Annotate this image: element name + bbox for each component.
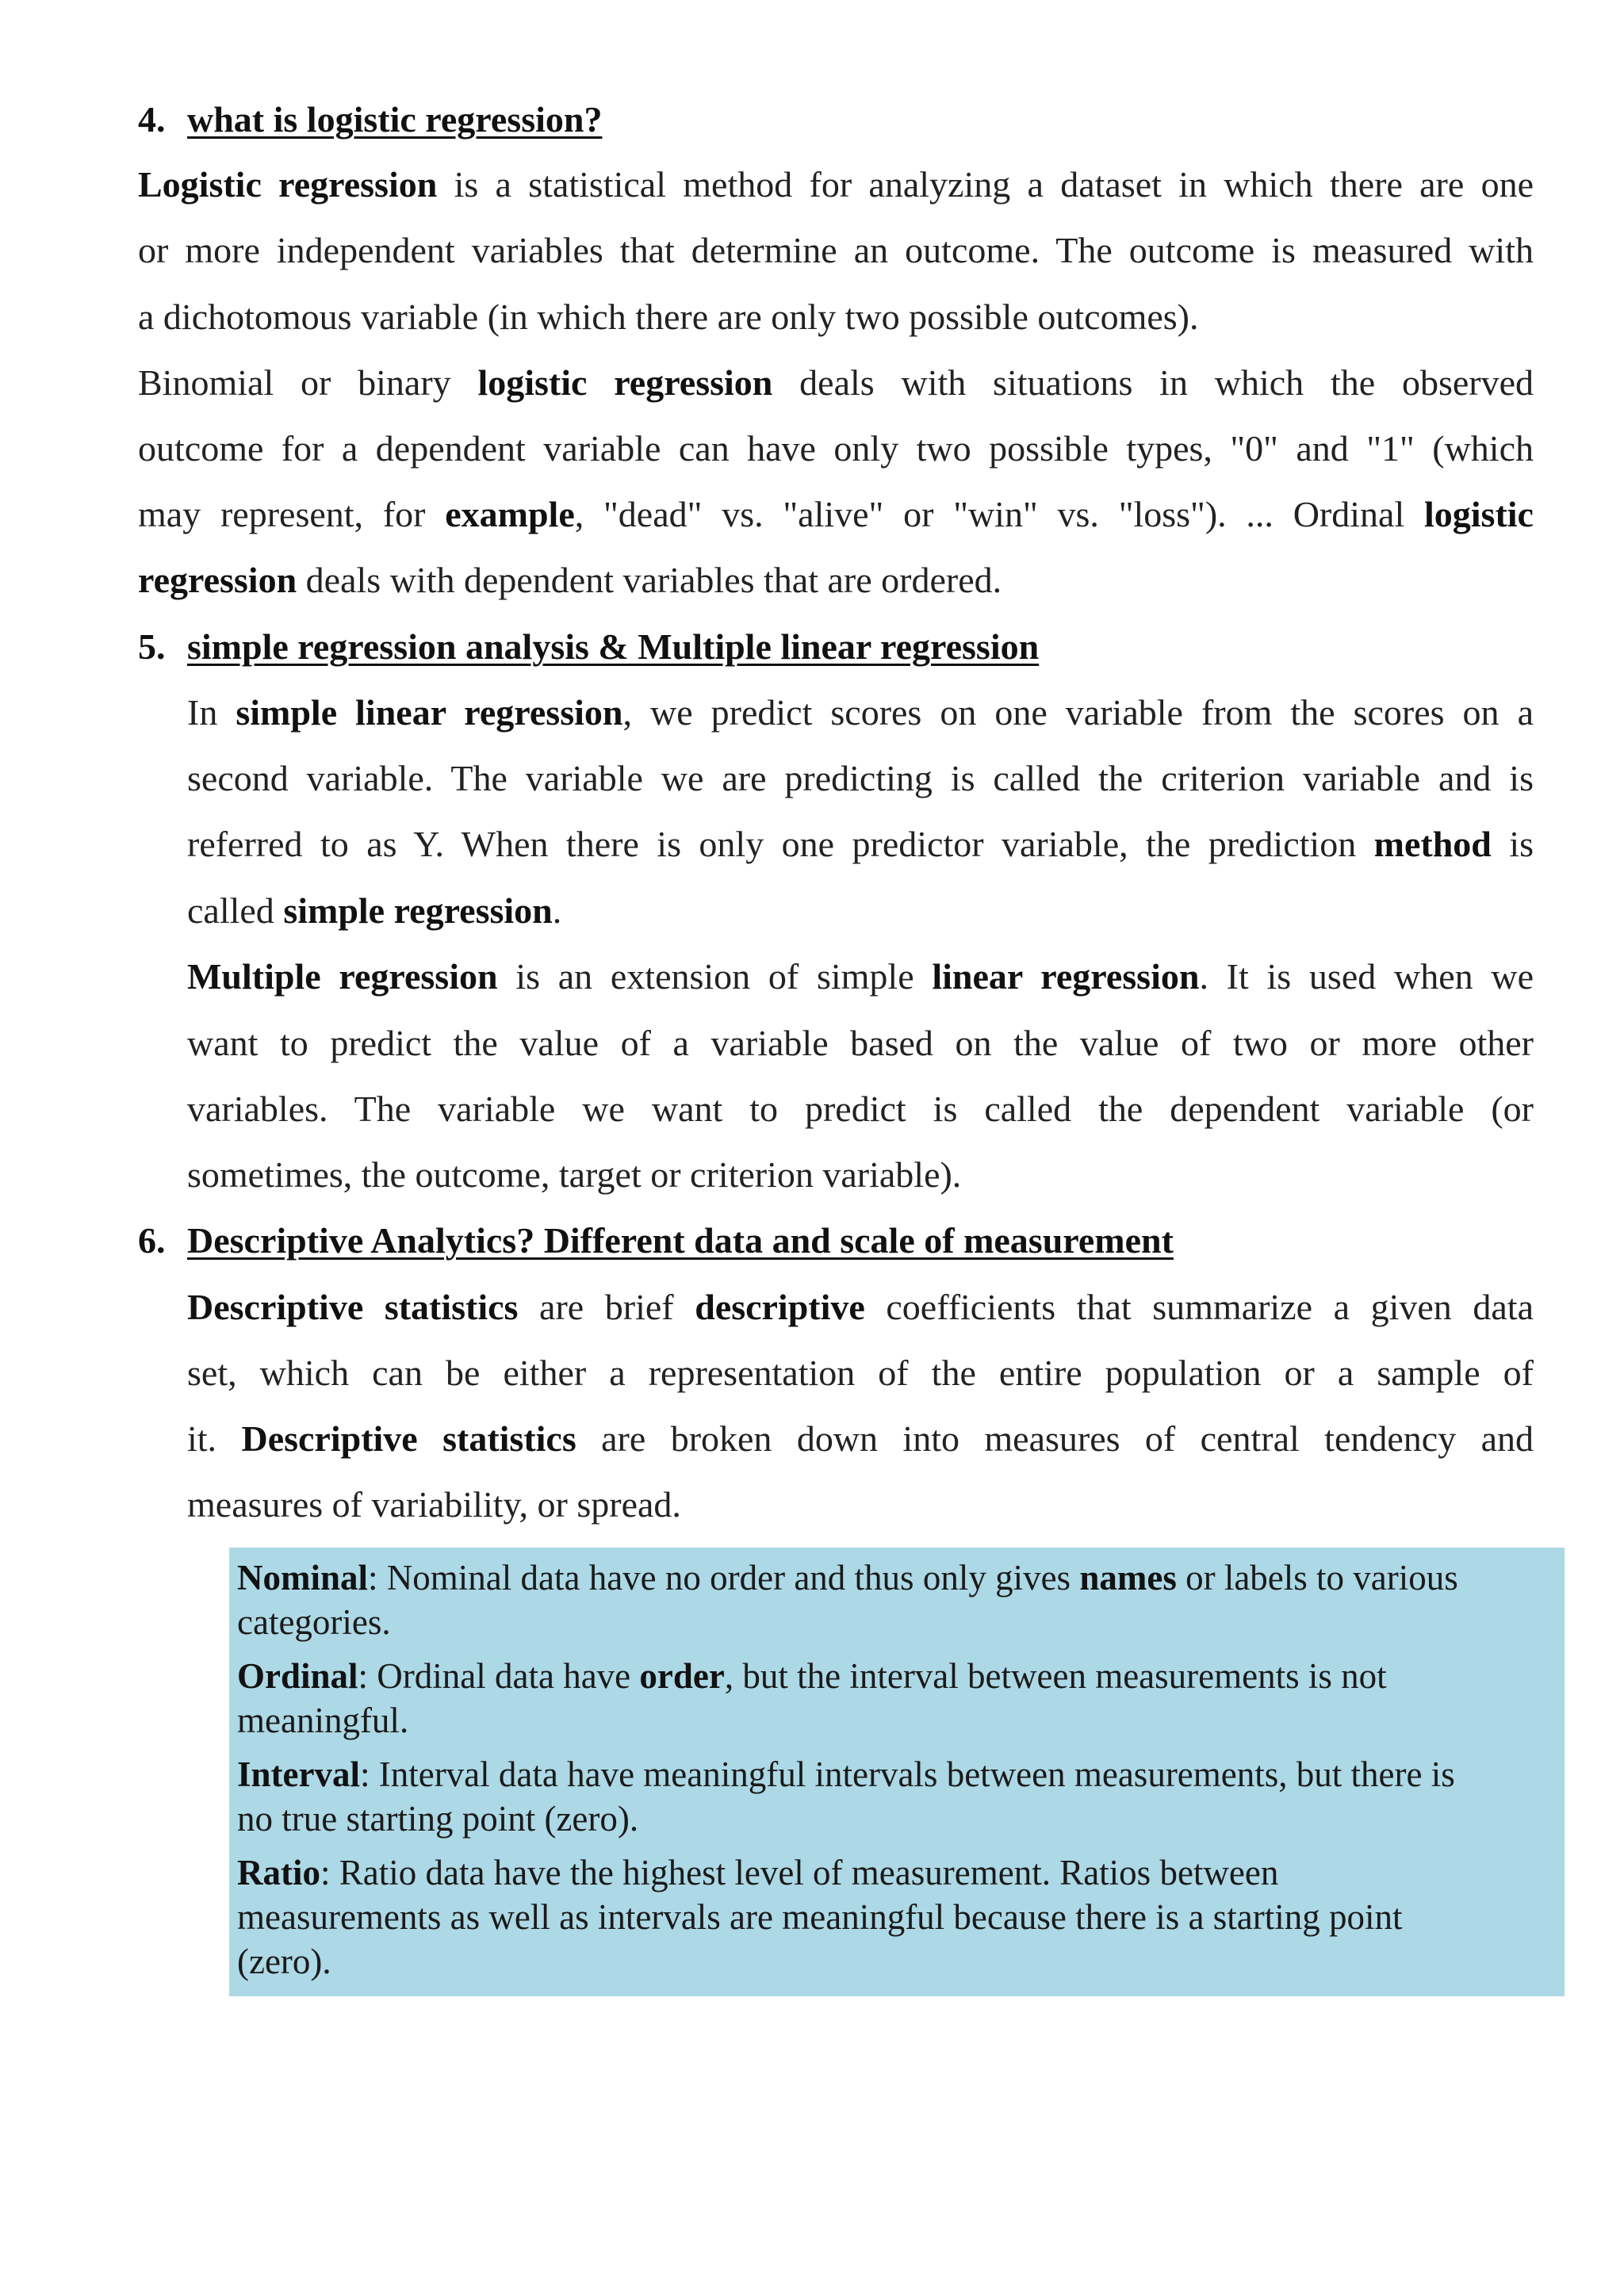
s4-p1-line-2: or more independent variables that determine an outcome. The outcome is measured with	[138, 230, 1534, 270]
s4-p2-line-3: may represent, for example, "dead" vs. "alive" or "win" vs. "loss"). ... Ordinal logistic	[138, 494, 1534, 534]
s4-p1-line-1: Logistic regression is a statistical method for analyzing a dataset in which there are one	[138, 164, 1534, 205]
s5-p2-line-3: variables. The variable we want to predict is called the dependent variable (or	[187, 1089, 1534, 1129]
section-5-title: simple regression analysis & Multiple linear regression	[187, 626, 1040, 667]
s4-p1-line-3: a dichotomous variable (in which there are only two possible outcomes).	[138, 297, 1199, 337]
s6-p1-line-1: Descriptive statistics are brief descriptive coefficients that summarize a given data	[187, 1287, 1534, 1327]
nominal-line-2: categories.	[237, 1602, 391, 1642]
s5-p2-line-2: want to predict the value of a variable based on the value of two or more other	[187, 1023, 1534, 1063]
section-4-number: 4.	[138, 99, 166, 140]
s6-p1-line-3: it. Descriptive statistics are broken down into measures of central tendency and	[187, 1418, 1534, 1459]
measurement-scales-box	[229, 1548, 1565, 1996]
ordinal-line-1: Ordinal: Ordinal data have order, but the interval between measurements is not	[237, 1656, 1387, 1696]
ordinal-line-2: meaningful.	[237, 1701, 409, 1740]
term-nominal: Nominal	[237, 1558, 369, 1598]
term-interval: Interval	[237, 1755, 360, 1794]
s5-p2-line-1: Multiple regression is an extension of simple linear regression. It is used when we	[187, 956, 1534, 997]
ratio-line-3: (zero).	[237, 1942, 331, 1981]
term-logistic-regression: Logistic regression	[138, 164, 438, 205]
s5-p1-line-3: referred to as Y. When there is only one predictor variable, the prediction method is	[187, 824, 1534, 864]
s5-p2-line-4: sometimes, the outcome, target or criterion variable).	[187, 1154, 962, 1195]
ratio-line-1: Ratio: Ratio data have the highest level of measurement. Ratios between	[237, 1853, 1279, 1892]
ratio-line-2: measurements as well as intervals are meaningful because there is a starting point	[237, 1897, 1403, 1937]
section-6-title: Descriptive Analytics? Different data and scale of measurement	[187, 1220, 1174, 1261]
section-4-title: what is logistic regression?	[187, 99, 603, 140]
interval-line-2: no true starting point (zero).	[237, 1799, 639, 1839]
section-5-number: 5.	[138, 626, 166, 667]
s4-p2-line-4: regression deals with dependent variables that are ordered.	[138, 560, 1002, 600]
s6-p1-line-4: measures of variability, or spread.	[187, 1484, 681, 1525]
nominal-line-1: Nominal: Nominal data have no order and thus only gives names or labels to various	[237, 1558, 1458, 1598]
s5-p1-line-1: In simple linear regression, we predict scores on one variable from the scores on a	[187, 692, 1534, 733]
s5-p1-line-2: second variable. The variable we are predicting is called the criterion variable and is	[187, 758, 1534, 798]
interval-line-1: Interval: Interval data have meaningful intervals between measurements, but there is	[237, 1755, 1455, 1794]
term-ratio: Ratio	[237, 1853, 320, 1892]
term-ordinal: Ordinal	[237, 1656, 358, 1696]
s5-p1-line-4: called simple regression.	[187, 890, 562, 931]
section-6-number: 6.	[138, 1220, 166, 1261]
s4-p2-line-2: outcome for a dependent variable can have only two possible types, "0" and "1" (which	[138, 428, 1534, 469]
s6-p1-line-2: set, which can be either a representation of the entire population or a sample of	[187, 1353, 1534, 1393]
s4-p2-line-1: Binomial or binary logistic regression deals with situations in which the observed	[138, 362, 1534, 403]
